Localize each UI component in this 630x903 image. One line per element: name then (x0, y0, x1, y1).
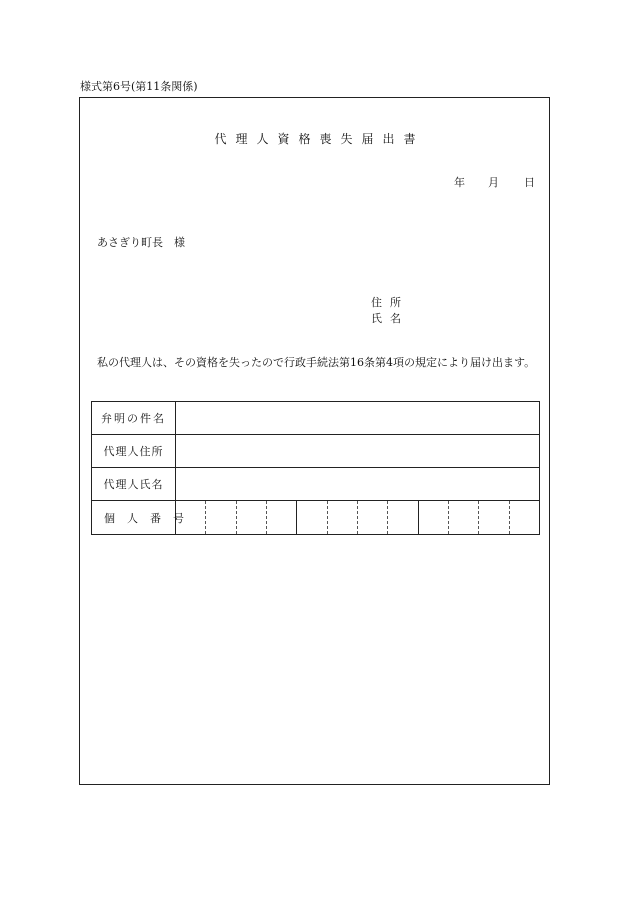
document-title: 代理人資格喪失届出書 (214, 132, 425, 146)
sender-name-label: 氏名 (371, 312, 409, 325)
personal-number-field (176, 501, 540, 535)
agent-address-field[interactable] (176, 435, 540, 468)
personal-number-digit-box[interactable] (176, 501, 206, 534)
date-day-label: 日 (524, 176, 535, 189)
table-row (92, 402, 540, 435)
date-month-label: 月 (488, 176, 499, 189)
form-number-label: 様式第6号(第11条関係) (80, 80, 198, 93)
sender-address-label: 住所 (371, 296, 409, 309)
row-label-agent-address: 代理人住所 (92, 435, 176, 468)
personal-number-digit-grid (176, 501, 539, 534)
personal-number-digit-box[interactable] (510, 501, 539, 534)
case-name-field[interactable] (176, 402, 540, 435)
date-year-label: 年 (454, 176, 465, 189)
row-label-case-name: 弁明の件名 (92, 402, 176, 435)
personal-number-digit-box[interactable] (267, 501, 297, 534)
personal-number-digit-box[interactable] (206, 501, 236, 534)
row-label-personal-number: 個人番号 (92, 501, 176, 535)
table-row (92, 468, 540, 501)
table-row (92, 501, 540, 535)
personal-number-digit-box[interactable] (419, 501, 449, 534)
personal-number-digit-box[interactable] (297, 501, 327, 534)
body-text: 私の代理人は、その資格を失ったので行政手続法第16条第4項の規定により届け出ます。 (97, 356, 536, 369)
personal-number-digit-box[interactable] (388, 501, 418, 534)
agent-name-field[interactable] (176, 468, 540, 501)
table-row (92, 435, 540, 468)
row-label-agent-name: 代理人氏名 (92, 468, 176, 501)
addressee: あさぎり町長 様 (97, 236, 185, 249)
personal-number-digit-box[interactable] (449, 501, 479, 534)
personal-number-digit-box[interactable] (358, 501, 388, 534)
personal-number-digit-box[interactable] (237, 501, 267, 534)
info-table (91, 401, 540, 535)
personal-number-digit-box[interactable] (328, 501, 358, 534)
personal-number-digit-box[interactable] (479, 501, 509, 534)
